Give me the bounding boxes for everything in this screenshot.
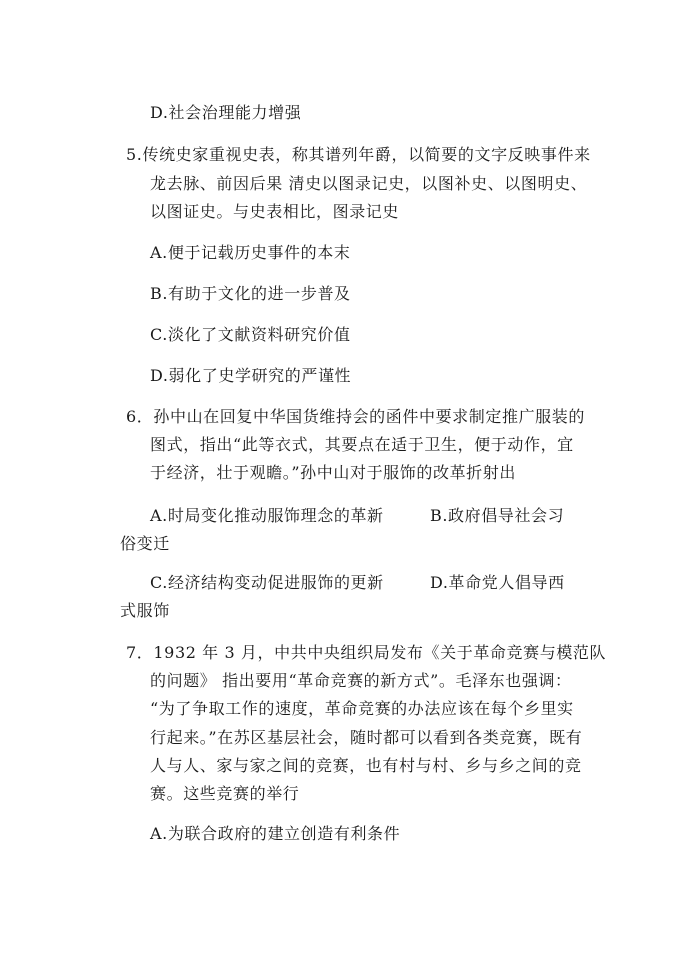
q6-option-d-continued: 式服饰 [120, 601, 170, 620]
q6-option-b: B.政府倡导社会习 [430, 506, 565, 525]
q5-option-a: A.便于记载历史事件的本末 [150, 243, 351, 262]
q5-option-b: B.有助于文化的进一步普及 [150, 284, 351, 303]
q4-option-d: D.社会治理能力增强 [150, 103, 302, 122]
q5-stem-line-1: 5.传统史家重视史表，称其谱列年爵，以简要的文字反映事件来 [126, 145, 591, 164]
q7-stem-line-1: 7．1932 年 3 月，中共中央组织局发布《关于革命竞赛与模范队 [126, 643, 607, 662]
q5-option-d: D.弱化了史学研究的严谨性 [150, 366, 352, 385]
q6-stem-line-1: 6．孙中山在回复中华国货维持会的函件中要求制定推广服装的 [126, 407, 585, 426]
q6-option-a: A.时局变化推动服饰理念的革新 [150, 506, 384, 525]
q7-stem-line-4: 行起来。”在苏区基层社会，随时都可以看到各类竞赛，既有 [150, 728, 583, 747]
q6-stem-line-2: 图式，指出“此等衣式，其要点在适于卫生，便于动作，宜 [150, 435, 574, 454]
q6-stem-line-3: 于经济，壮于观瞻。”孙中山对于服饰的改革折射出 [150, 463, 516, 482]
q6-option-c: C.经济结构变动促进服饰的更新 [150, 573, 384, 592]
q7-option-a: A.为联合政府的建立创造有利条件 [150, 824, 401, 843]
q6-option-d: D.革命党人倡导西 [430, 573, 565, 592]
q6-option-b-continued: 俗变迁 [120, 534, 170, 553]
q7-stem-line-2: 的问题》 指出要用“革命竞赛的新方式”。毛泽东也强调： [150, 671, 572, 690]
q7-stem-line-5: 人与人、家与家之间的竞赛，也有村与村、乡与乡之间的竞 [150, 756, 582, 775]
q7-stem-line-6: 赛。这些竞赛的举行 [150, 784, 300, 803]
q5-stem-line-3: 以图证史。与史表相比，图录记史 [150, 202, 400, 221]
q7-stem-line-3: “为了争取工作的速度，革命竞赛的办法应该在每个乡里实 [150, 699, 574, 718]
q5-option-c: C.淡化了文献资料研究价值 [150, 325, 351, 344]
q5-stem-line-2: 龙去脉、前因后果 清史以图录记史，以图补史、以图明史、 [150, 174, 588, 193]
